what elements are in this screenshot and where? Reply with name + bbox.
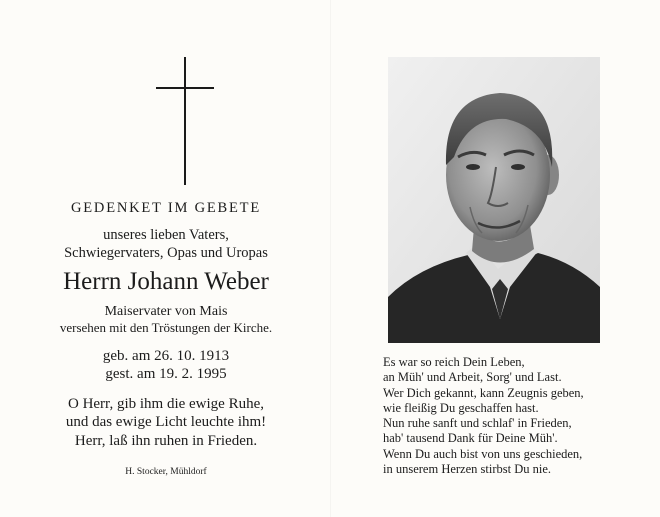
subtitle-line-2: Schwiegervaters, Opas und Uropas	[64, 245, 268, 261]
poem-line: an Müh' und Arbeit, Sorg' und Last.	[383, 370, 562, 385]
left-panel	[20, 0, 312, 517]
poem	[383, 355, 643, 477]
poem-line: Es war so reich Dein Leben,	[383, 355, 525, 369]
sacraments-note: versehen mit den Tröstungen der Kirche.	[59, 320, 273, 335]
subtitle-line-1: unseres lieben Vaters,	[103, 227, 229, 243]
portrait-photo	[388, 57, 600, 343]
heading: GEDENKET IM GEBETE	[71, 200, 261, 216]
poem-line: Wenn Du auch bist von uns geschieden,	[383, 446, 583, 461]
cross-icon	[156, 57, 214, 187]
prayer-line-2: und das ewige Licht leuchte ihm!	[65, 414, 267, 430]
poem-line: Nun ruhe sanft und schlaf' in Frieden,	[383, 416, 572, 431]
card-fold	[330, 0, 331, 517]
poem-line: Wer Dich gekannt, kann Zeugnis geben,	[383, 385, 584, 400]
poem-line: in unserem Herzen stirbst Du nie.	[383, 462, 552, 477]
poem-line: hab' tausend Dank für Deine Müh'.	[383, 431, 558, 446]
death-date: gest. am 19. 2. 1995	[105, 366, 227, 382]
occupation: Maiservater von Mais	[104, 304, 228, 319]
prayer-line-3: Herr, laß ihn ruhen in Frieden.	[74, 433, 258, 449]
prayer-line-1: O Herr, gib ihm die ewige Ruhe,	[67, 396, 265, 412]
poem-line: wie fleißig Du geschaffen hast.	[383, 400, 539, 415]
deceased-name: Herrn Johann Weber	[63, 268, 269, 295]
printer-credit: H. Stocker, Mühldorf	[125, 467, 207, 477]
birth-date: geb. am 26. 10. 1913	[102, 348, 230, 364]
